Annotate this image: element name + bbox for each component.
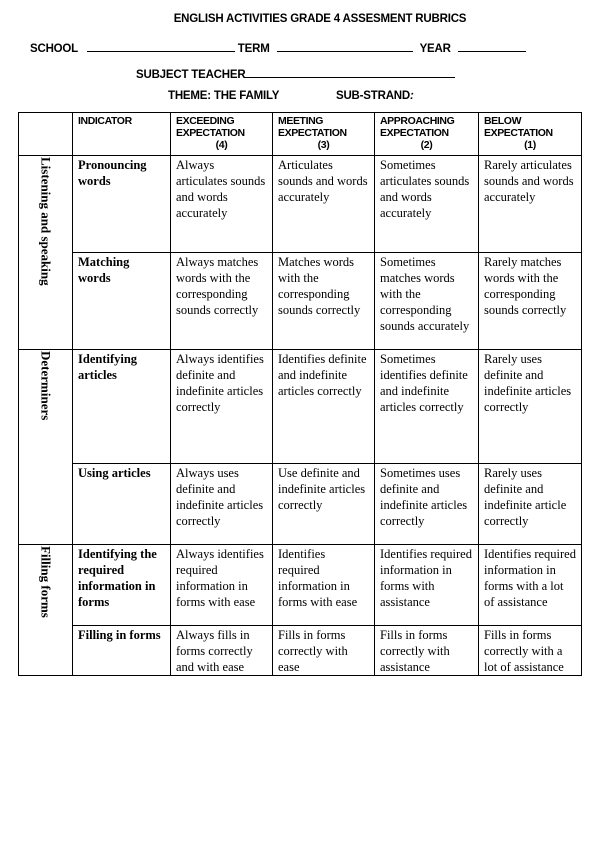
header-below-score: (1)	[524, 139, 536, 151]
indicator-cell: Using articles	[73, 464, 171, 545]
header-indicator	[73, 113, 171, 156]
header-exceeding-text: EXCEEDING EXPECTATION	[176, 115, 245, 139]
approaching-cell: Sometimes articulates sounds and words accurately	[375, 156, 479, 253]
strand-label: Listening and speaking	[38, 157, 54, 286]
indicator-cell: Identifying articles	[73, 350, 171, 464]
exceeding-cell: Always identifies required information in forms with ease	[171, 545, 273, 626]
exceeding-cell: Always fills in forms correctly and with ease	[171, 626, 273, 676]
header-below-text: BELOW EXPECTATION	[484, 115, 553, 139]
school-label: SCHOOL	[30, 43, 78, 55]
approaching-cell: Sometimes matches words with the corresponding sounds accurately	[375, 253, 479, 350]
subject-teacher-field[interactable]	[245, 66, 455, 78]
year-field[interactable]	[458, 40, 526, 52]
meeting-cell: Use definite and indefinite articles correctly	[273, 464, 375, 545]
exceeding-cell: Always matches words with the corresponding sounds correctly	[171, 253, 273, 350]
year-label: YEAR	[419, 43, 451, 55]
indicator-cell: Pronouncing words	[73, 156, 171, 253]
meeting-cell: Articulates sounds and words accurately	[273, 156, 375, 253]
header-meeting	[273, 113, 375, 156]
strand-cell	[19, 545, 73, 676]
approaching-cell: Sometimes identifies definite and indefinite articles correctly	[375, 350, 479, 464]
strand-cell	[19, 350, 73, 545]
header-blank	[19, 113, 73, 156]
strand-label: Filling forms	[38, 546, 54, 618]
header-meeting-score: (3)	[317, 139, 330, 151]
indicator-cell: Identifying the required information in forms	[73, 545, 171, 626]
below-cell: Rarely uses definite and indefinite articles correctly	[479, 350, 582, 464]
table-row	[19, 253, 582, 350]
below-cell: Rarely uses definite and indefinite article correctly	[479, 464, 582, 545]
meeting-cell: Matches words with the corresponding sounds correctly	[273, 253, 375, 350]
header-below	[479, 113, 582, 156]
header-meeting-text: MEETING EXPECTATION	[278, 115, 347, 139]
indicator-cell: Matching words	[73, 253, 171, 350]
term-field[interactable]	[277, 40, 413, 52]
theme-label: THEME: THE FAMILY	[168, 90, 279, 102]
table-row	[19, 626, 582, 676]
strand-cell	[19, 156, 73, 350]
substrand-colon: :	[410, 90, 414, 102]
exceeding-cell: Always identifies definite and indefinite articles correctly	[171, 350, 273, 464]
approaching-cell: Identifies required information in forms with assistance	[375, 545, 479, 626]
approaching-cell: Fills in forms correctly with assistance	[375, 626, 479, 676]
substrand-label: SUB-STRAND	[335, 90, 411, 102]
table-row	[19, 545, 582, 626]
strand-label: Determiners	[38, 351, 54, 421]
below-cell: Fills in forms correctly with a lot of assistance	[479, 626, 582, 676]
term-label: TERM	[237, 43, 270, 55]
subject-teacher-label: SUBJECT TEACHER	[136, 69, 246, 81]
document-title: ENGLISH ACTIVITIES GRADE 4 ASSESMENT RUBRICS	[173, 13, 467, 25]
school-term-year-row	[30, 40, 526, 55]
theme-row	[168, 90, 414, 102]
below-cell: Rarely matches words with the corresponding sounds correctly	[479, 253, 582, 350]
header-row	[19, 113, 582, 156]
meeting-cell: Identifies required information in forms with ease	[273, 545, 375, 626]
school-field[interactable]	[87, 40, 235, 52]
exceeding-cell: Always articulates sounds and words accurately	[171, 156, 273, 253]
header-approaching-score: (2)	[420, 139, 433, 151]
header-approaching	[375, 113, 479, 156]
rubric-table	[18, 112, 582, 676]
header-exceeding-score: (4)	[215, 139, 228, 151]
meeting-cell: Identifies definite and indefinite articles correctly	[273, 350, 375, 464]
header-exceeding	[171, 113, 273, 156]
exceeding-cell: Always uses definite and indefinite articles correctly	[171, 464, 273, 545]
header-approaching-text: APPROACHING EXPECTATION	[380, 115, 455, 139]
table-row	[19, 156, 582, 253]
teacher-row	[136, 66, 455, 81]
meeting-cell: Fills in forms correctly with ease	[273, 626, 375, 676]
below-cell: Identifies required information in forms with a lot of assistance	[479, 545, 582, 626]
indicator-cell: Filling in forms	[73, 626, 171, 676]
table-row	[19, 464, 582, 545]
table-row	[19, 350, 582, 464]
header-indicator-text: INDICATOR	[78, 115, 132, 127]
approaching-cell: Sometimes uses definite and indefinite articles correctly	[375, 464, 479, 545]
below-cell: Rarely articulates sounds and words accurately	[479, 156, 582, 253]
